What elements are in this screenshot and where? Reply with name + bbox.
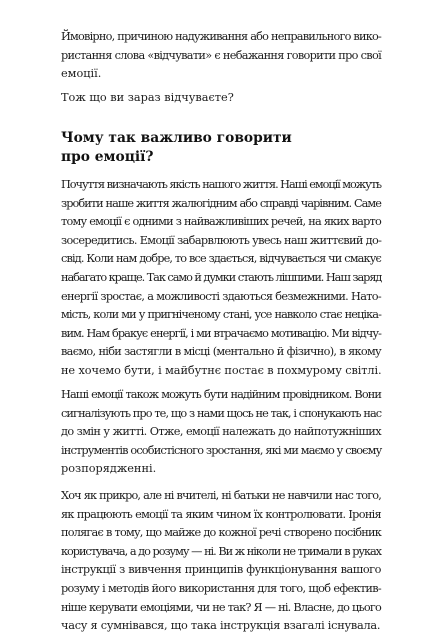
text-line: мість, коли ми у пригніченому стані, усе навколо стає нецікa- [61,308,381,322]
text-line: свід. Коли нам добре, то все здається, відчувається чи смакує [61,252,381,266]
text-line: сигналізують про те, що з нами щось не так, і спонукають нас [61,406,382,420]
text-line: набагато краще. Так само й думки стають лішпими. Наш заряд [61,270,382,284]
text-line: розуму і методів його використання для того, щоб ефектив- [61,581,381,595]
text-line: користувача, а до розуму — ні. Ви ж ніколи не тримали в руках [61,544,381,558]
paragraph-feelings [61,176,381,381]
text-line: зробити наше життя жалюгідним або справді чарівним. Саме [61,196,381,210]
text-line: ристання слова «відчувати» є небажання говорити про свої [61,48,381,62]
text-line: ваємо, ніби застягли в місці (ментально й фізично), в якому [61,345,381,359]
text-line: полягає в тому, що майже до кожної речі створено посібник [61,526,381,540]
heading-line: про емоції? [61,149,154,165]
text-line: ніше керувати емоціями, чи не так? Я — ні. Власне, до цього [61,600,381,614]
heading-line: Чому так важливо говорити [61,130,292,146]
text-line: емоції. [61,67,102,81]
paragraph-guide [61,386,381,479]
text-line: до змін у житті. Отже, емоції належать до найпотужніших [61,425,381,439]
text-line: як працюють емоції та яким чином їх контролювати. Іронія [61,507,381,521]
text-line: інструкції з вивчення принципів функціонування вашого [61,563,381,577]
text-line: зосередитись. Емоції забарвлюють увесь наш життєвий до- [61,233,382,247]
text-line: Наші емоції також можуть бути надійним провідником. Вони [61,388,381,401]
text-line: Хоч як прикро, але ні вчителі, ні батьки не навчили нас того, [61,489,381,502]
text-line: вим. Нам бракує енергії, і ми втрачаємо мотивацію. Ми відчу- [61,326,381,340]
text-line: Ймовірно, причиною надуживання або неправильного вико- [61,30,381,43]
text-line: тому емоції є одними з найважливіших речей, на яких варто [61,215,381,229]
text-line: Почуття визначають якість нашого життя. Наші емоції можуть [61,178,381,191]
text-line: інструментів особистісного зростання, які ми маємо у своєму [61,443,382,457]
text-line: часу я сумнівався, що така інструкція взагалі існувала. [61,619,381,633]
text-line: енергії зростає, а можливості здаються безмежними. Нато- [61,289,381,303]
paragraph-manual [61,487,381,636]
paragraph-question [61,89,381,108]
paragraph-intro [61,28,381,84]
section-heading [61,129,381,167]
text-line: не хочемо бути, і майбутнє постає в похмурому світлі. [61,363,382,377]
text-line: Тож що ви зараз відчуваєте? [61,91,234,104]
document-page [61,0,382,633]
text-line: розпорядженні. [61,462,157,476]
